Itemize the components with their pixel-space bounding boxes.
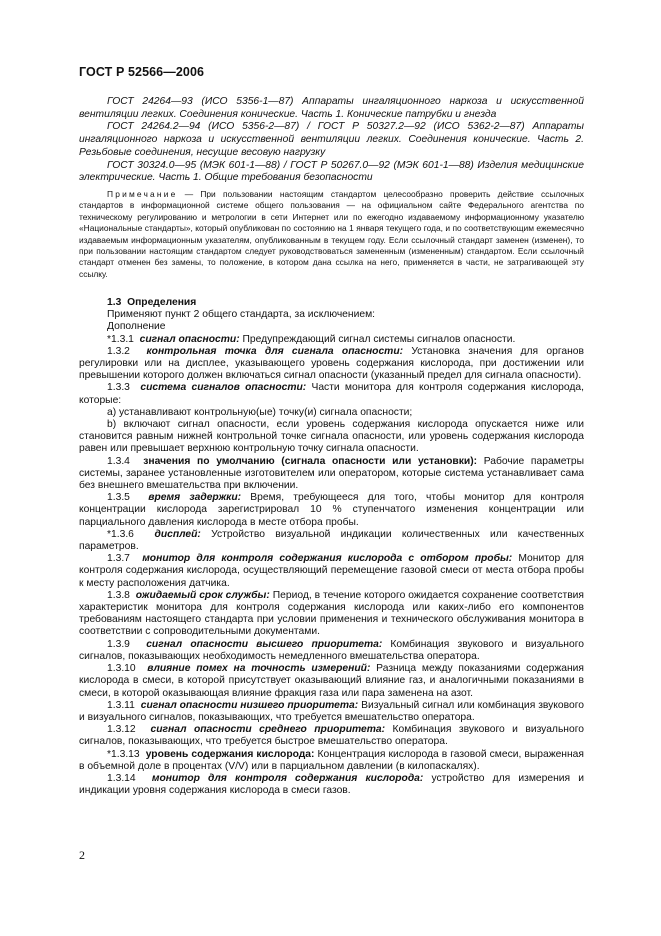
- definition-text: Период, в течение которого ожидается сохранение соответствия характеристик монитора для контроля содержания кислорода или каких-либо его компонентов требованиям настоящего стандарта при условии применения и технического обслуживания монитора в соответствии с сопроводительными документами.: [79, 589, 584, 638]
- definition-item: [79, 492, 584, 529]
- definition-item: [79, 334, 584, 346]
- reference-item: ГОСТ 24264.2—94 (ИСО 5356-2—87) / ГОСТ Р 50327.2—92 (ИСО 5362-2—87) Аппараты ингаляционного наркоза и искусственной вентиляции легких. Соединения конические. Часть 2. Резьбовые соединения, несущие весовую нагрузку: [79, 121, 584, 158]
- page-header: ГОСТ Р 52566—2006: [79, 65, 205, 79]
- definition-subitem: [79, 419, 584, 456]
- definition-text: включают сигнал опасности, если уровень содержания кислорода опускается ниже или становится равным нижней контрольной точке сигнала опасности, или уровень содержания кислорода равен или превышает верхнюю контрольную точку сигнала опасности.: [79, 419, 584, 455]
- definition-number: *1.3.1: [107, 333, 134, 345]
- definition-item: [79, 773, 584, 797]
- definition-term: дисплей:: [154, 528, 201, 540]
- definition-text: Установка значения для органов регулировки или на дисплее, указывающего уровень содержания кислорода, при достижении или превышении которого должен включаться сигнал опасности (указанный предел для сигнала опасности).: [79, 345, 584, 382]
- definition-term: монитор для контроля содержания кислорода:: [151, 772, 424, 784]
- definition-text: устанавливают контрольную(ые) точку(и) сигнала опасности;: [116, 406, 413, 418]
- note-text: — При пользовании настоящим стандартом целесообразно проверить действие ссылочных стандартов в информационной системе общего пользования — на официальном сайте Федерального агентства по техническому регулированию и метрологии в сети Интернет или по ежегодно издаваемому информационному указателю «Национальные стандарты», который опубликован по состоянию на 1 января текущего года, и по соответствующим ежемесячно издаваемым информационным указателям, опубликованным в текущем году. Если ссылочный стандарт заменен (изменен), то при пользовании настоящим стандартом следует руководствоваться замененным (измененным) стандартом. Если ссылочный стандарт отменен без замены, то положение, в котором дана ссылка на него, применяется в части, не затрагивающей эту ссылку.: [79, 189, 584, 279]
- definition-term: контрольная точка для сигнала опасности:: [146, 345, 404, 357]
- definition-text: Комбинация звукового и визуального сигналов, показывающих необходимость немедленного вмешательства оператора.: [79, 638, 584, 662]
- section-addition: Дополнение: [107, 321, 166, 333]
- definition-text: Концентрация кислорода в газовой смеси, выраженная в объемной доле в процентах (V/V) или в парциальном давлении (в килопаскалях).: [79, 748, 584, 772]
- definition-number: 1.3.2: [107, 345, 130, 357]
- definition-item: [79, 724, 584, 748]
- definition-number: b): [107, 419, 117, 431]
- section-heading: 1.3 Определения: [107, 297, 197, 308]
- definition-number: 1.3.5: [107, 492, 130, 504]
- definition-number: a): [107, 406, 117, 418]
- definition-number: 1.3.8: [107, 589, 130, 601]
- definition-term: уровень содержания кислорода:: [145, 748, 315, 760]
- page-number: 2: [79, 848, 85, 862]
- definition-item: [79, 553, 584, 590]
- definition-text: устройство для измерения и индикации уровня содержания кислорода в смеси газов.: [79, 772, 584, 797]
- definition-text: Устройство визуальной индикации количественных или качественных параметров.: [79, 528, 584, 553]
- definition-text: Рабочие параметры системы, заранее установленные изготовителем или оператором, которые система устанавливает сама без внешнего вмешательства при включении.: [79, 455, 584, 492]
- definition-number: *1.3.13: [107, 748, 140, 760]
- definition-number: 1.3.3: [107, 382, 130, 394]
- section-intro: Применяют пункт 2 общего стандарта, за исключением:: [107, 309, 376, 321]
- normative-references: [79, 96, 584, 185]
- definition-item: [79, 346, 584, 383]
- definition-term: время задержки:: [148, 492, 242, 504]
- definition-text: Разница между показаниями содержания кислорода в смеси, в которой присутствует оказывающий влияние газ, и аналогичными показаниями в смеси, в которой оказывающая влияние фракция газа или пара заменена на азот.: [79, 663, 585, 699]
- definition-text: Предупреждающий сигнал системы сигналов опасности.: [239, 333, 516, 345]
- definition-text: Время, требующееся для того, чтобы монитор для контроля концентрации кислорода зарегистрировал 10 % ступенчатого изменения концентрации или парциального давления кислорода в месте отбора пробы.: [79, 492, 584, 528]
- definition-subitem: [79, 407, 584, 419]
- note-label: Примечание: [107, 189, 178, 199]
- definition-number: 1.3.7: [107, 553, 130, 565]
- reference-item: ГОСТ 30324.0—95 (МЭК 601-1—88) / ГОСТ Р 50267.0—92 (МЭК 601-1—88) Изделия медицинские электрические. Часть 1. Общие требования безопасности: [79, 159, 584, 184]
- definition-item: [79, 663, 584, 700]
- definition-term: сигнал опасности среднего приоритета:: [150, 724, 386, 736]
- definition-item: [79, 749, 584, 773]
- definition-text: Визуальный сигнал или комбинация звукового и визуального сигналов, показывающих, что требуется вмешательство оператора.: [79, 699, 584, 723]
- definitions-section: [79, 297, 584, 797]
- definition-term: сигнал опасности высшего приоритета:: [146, 638, 383, 650]
- definition-term: ожидаемый срок службы:: [135, 589, 270, 601]
- definition-number: 1.3.14: [107, 772, 136, 784]
- definition-text: Комбинация звукового и визуального сигналов, показывающих, что требуется быстрое вмешательство оператора.: [79, 724, 584, 748]
- definition-text: Монитор для контроля содержания кислорода, осуществляющий перемещение газовой смеси от места отбора пробы к месту расположения датчика.: [79, 553, 584, 589]
- definition-number: 1.3.9: [107, 638, 130, 650]
- reference-item: ГОСТ 24264—93 (ИСО 5356-1—87) Аппараты ингаляционного наркоза и искусственной вентиляции легких. Соединения конические. Часть 1. Конические патрубки и гнезда: [79, 96, 584, 120]
- definition-term: сигнал опасности:: [139, 333, 240, 345]
- definition-term: сигнал опасности низшего приоритета:: [140, 699, 359, 711]
- definition-number: 1.3.10: [107, 663, 136, 675]
- note-block: [79, 189, 584, 280]
- definition-item: [79, 700, 584, 724]
- definition-item: [79, 639, 584, 663]
- definition-text: Части монитора для контроля содержания кислорода, которые:: [79, 382, 584, 406]
- definition-term: монитор для контроля содержания кислорода с отбором пробы:: [142, 553, 513, 565]
- definition-term: значения по умолчанию (сигнала опасности или установки):: [143, 455, 478, 467]
- definition-number: 1.3.4: [107, 455, 130, 467]
- definition-number: 1.3.11: [107, 699, 135, 711]
- definition-item: [79, 590, 584, 639]
- definition-number: *1.3.6: [107, 528, 134, 540]
- definition-term: влияние помех на точность измерений:: [147, 663, 371, 675]
- definition-item: [79, 456, 584, 493]
- definition-number: 1.3.12: [107, 724, 136, 736]
- definition-item: [79, 529, 584, 553]
- definition-term: система сигналов опасности:: [140, 382, 307, 394]
- definition-item: [79, 382, 584, 406]
